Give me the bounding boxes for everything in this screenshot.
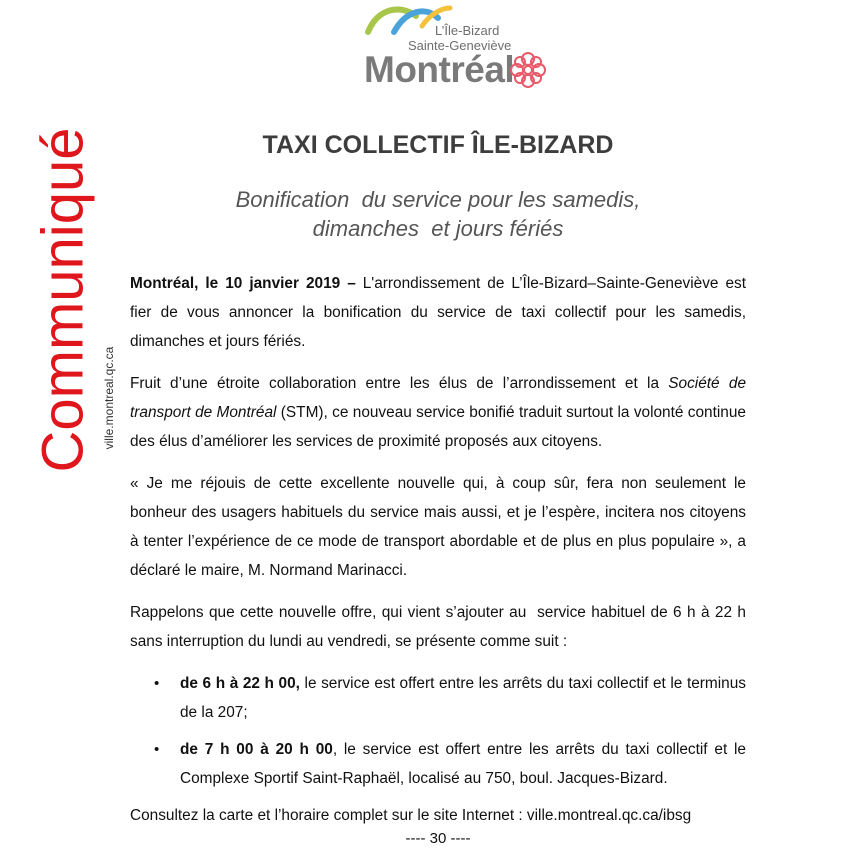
logo-borough-line1: L’Île-Bizard <box>435 23 500 38</box>
side-banner <box>0 0 130 849</box>
schedule-hours: de 6 h à 22 h 00, <box>180 675 300 692</box>
stm-name: Société de transport de Montréal <box>130 375 747 421</box>
end-marker: ---- 30 ---- <box>405 830 471 847</box>
paragraph-website: Consultez la carte et l’horaire complet sur le site Internet : ville.montreal.qc.ca/ibsg <box>130 807 692 824</box>
press-release-body <box>130 269 751 843</box>
bullet-icon: • <box>154 741 160 758</box>
collab-text-after: (STM), ce nouveau service bonifié traduit surtout la volonté continue des élus d’améliorer les services de proximité proposés aux citoyens. <box>130 404 746 450</box>
logo <box>360 2 560 90</box>
list-item <box>154 669 746 727</box>
bullet-icon: • <box>154 675 160 692</box>
subtitle-line1: Bonification du service pour les samedis, <box>235 187 641 212</box>
collab-text-before: Fruit d’une étroite collaboration entre les élus de l’arrondissement et la <box>130 375 669 392</box>
schedule-hours: de 7 h 00 à 20 h 00 <box>180 741 333 758</box>
schedule-list <box>130 669 746 793</box>
paragraph-quote: « Je me réjouis de cette excellente nouvelle qui, à coup sûr, fera non seulement le bonheur des usagers habituels du service mais aussi, et je l’espère, incitera nos citoyens à tenter l’expérience de ce mode de transport abordable et de plus en plus populaire », a déclaré le maire, M. Normand Marinacci. <box>130 475 746 579</box>
page-title: TAXI COLLECTIF ÎLE-BIZARD <box>262 131 614 159</box>
paragraph-offer: Rappelons que cette nouvelle offre, qui vient s’ajouter au service habituel de 6 h à 22 h sans interruption du lundi au vendredi, se présente comme suit : <box>130 604 751 650</box>
paragraph-collaboration <box>130 369 746 456</box>
website-url-label: ville.montreal.qc.ca <box>102 346 116 450</box>
schedule-description: , le service est offert entre les arrêts du taxi collectif et le Complexe Sportif Saint-Raphaël, localisé au 750, boul. Jacques-Bizard. <box>180 741 746 787</box>
subtitle-line2: dimanches et jours fériés <box>312 216 564 241</box>
dateline: Montréal, le 10 janvier 2019 – <box>130 275 356 292</box>
montreal-rose-icon <box>508 50 548 90</box>
logo-city-name: Montréal <box>364 49 515 90</box>
schedule-description: le service est offert entre les arrêts du taxi collectif et le terminus de la 207; <box>180 675 746 721</box>
logo-borough-line2: Sainte-Geneviève <box>408 38 512 53</box>
list-item <box>154 735 746 793</box>
communique-label: Communiqué <box>30 127 96 473</box>
paragraph-intro <box>130 269 746 356</box>
subtitle <box>130 185 746 243</box>
intro-text: L'arrondissement de L’Île-Bizard–Sainte-Geneviève est fier de vous annoncer la bonification du service de taxi collectif pour les samedis, dimanches et jours fériés. <box>130 275 746 350</box>
